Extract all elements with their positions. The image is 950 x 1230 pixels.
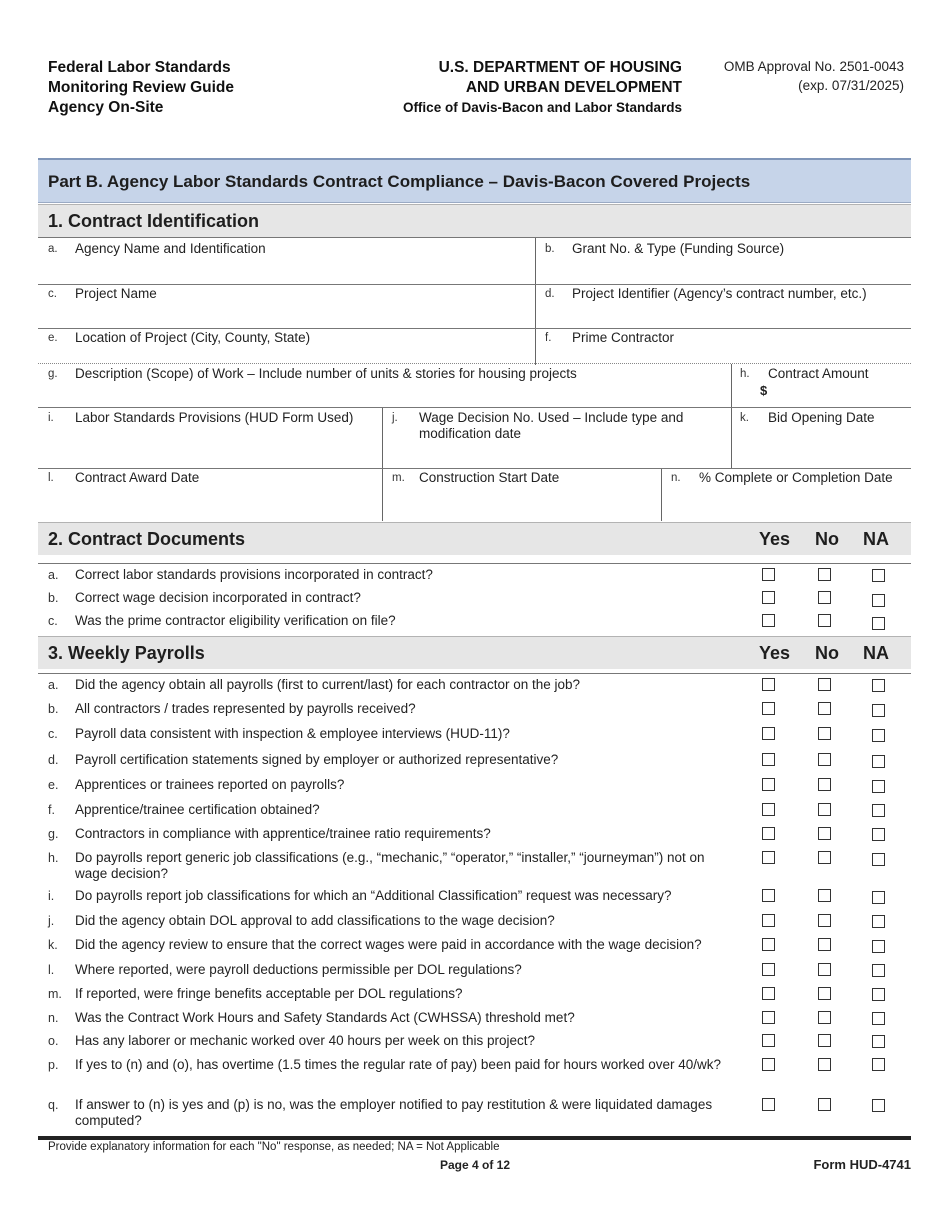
question-text: Do payrolls report generic job classifications (e.g., “mechanic,” “operator,” “installer,” “journeyman”) not on wage decision? xyxy=(75,850,705,881)
guide-title-line-1: Federal Labor Standards xyxy=(48,59,231,76)
question-text: Correct wage decision incorporated in contract? xyxy=(75,590,361,605)
field-a-input[interactable] xyxy=(40,258,530,282)
question-text: Did the agency review to ensure that the correct wages were paid in accordance with the wage decision? xyxy=(75,937,702,952)
question-text: Was the prime contractor eligibility verification on file? xyxy=(75,613,396,628)
divider xyxy=(38,468,911,469)
field-k-letter: k. xyxy=(740,412,749,424)
checkbox-yes[interactable] xyxy=(762,1098,775,1111)
checkbox-na[interactable] xyxy=(872,780,885,793)
checkbox-na[interactable] xyxy=(872,988,885,1001)
section-1-title: 1. Contract Identification xyxy=(48,211,260,231)
guide-title xyxy=(48,58,234,118)
field-m-input[interactable] xyxy=(386,490,656,518)
omb-number: OMB Approval No. 2501-0043 xyxy=(723,59,904,74)
checkbox-yes[interactable] xyxy=(762,614,775,627)
question-text: Correct labor standards provisions incorporated in contract? xyxy=(75,567,433,582)
question-text: Do payrolls report job classifications for which an “Additional Classification” request was necessary? xyxy=(75,888,672,903)
divider xyxy=(38,563,911,564)
divider xyxy=(38,673,911,674)
question-letter: b. xyxy=(48,702,59,716)
checkbox-no[interactable] xyxy=(818,702,831,715)
divider xyxy=(731,364,732,408)
field-l-input[interactable] xyxy=(40,490,378,518)
field-e-input[interactable] xyxy=(40,346,530,362)
question-letter: b. xyxy=(48,591,59,605)
checkbox-no[interactable] xyxy=(818,1098,831,1111)
question-text: Did the agency obtain all payrolls (first to current/last) for each contractor on the job? xyxy=(75,677,581,692)
field-j-letter: j. xyxy=(392,412,398,424)
question-letter: q. xyxy=(48,1098,59,1112)
question-text: Has any laborer or mechanic worked over 40 hours per week on this project? xyxy=(75,1033,535,1048)
divider xyxy=(731,408,732,469)
field-k-label: Bid Opening Date xyxy=(768,410,875,425)
question-letter: i. xyxy=(48,889,55,903)
divider xyxy=(535,238,536,285)
field-i-label: Labor Standards Provisions (HUD Form Used) xyxy=(75,410,354,425)
divider xyxy=(661,469,662,521)
field-f-input[interactable] xyxy=(540,346,908,362)
question-text: Was the Contract Work Hours and Safety Standards Act (CWHSSA) threshold met? xyxy=(75,1010,575,1025)
question-letter: c. xyxy=(48,614,58,628)
field-d-label: Project Identifier (Agency’s contract number, etc.) xyxy=(572,286,867,301)
part-banner xyxy=(38,158,911,203)
divider xyxy=(38,328,911,329)
department-line-2: AND URBAN DEVELOPMENT xyxy=(465,79,682,96)
question-letter: n. xyxy=(48,1011,59,1025)
question-letter: l. xyxy=(48,963,55,977)
checkbox-na[interactable] xyxy=(872,1012,885,1025)
office-name: Office of Davis-Bacon and Labor Standards xyxy=(402,100,682,115)
checkbox-no[interactable] xyxy=(818,1034,831,1047)
question-letter: f. xyxy=(48,803,55,817)
question-letter: a. xyxy=(48,568,59,582)
checkbox-yes[interactable] xyxy=(762,987,775,1000)
checkbox-no[interactable] xyxy=(818,1058,831,1071)
checkbox-yes[interactable] xyxy=(762,753,775,766)
field-c-label: Project Name xyxy=(75,286,157,301)
checkbox-no[interactable] xyxy=(818,727,831,740)
field-m-letter: m. xyxy=(392,472,405,484)
checkbox-no[interactable] xyxy=(818,778,831,791)
field-e-label: Location of Project (City, County, State) xyxy=(75,330,311,345)
checkbox-no[interactable] xyxy=(818,851,831,864)
divider xyxy=(38,237,911,238)
checkbox-no[interactable] xyxy=(818,1011,831,1024)
checkbox-yes[interactable] xyxy=(762,827,775,840)
checkbox-yes[interactable] xyxy=(762,568,775,581)
field-g-input[interactable] xyxy=(40,384,726,405)
checkbox-yes[interactable] xyxy=(762,803,775,816)
checkbox-no[interactable] xyxy=(818,678,831,691)
checkbox-na[interactable] xyxy=(872,704,885,717)
footer-rule xyxy=(38,1136,911,1140)
checkbox-na[interactable] xyxy=(872,915,885,928)
divider xyxy=(38,363,911,364)
na-column-header: NA xyxy=(863,643,889,663)
checkbox-no[interactable] xyxy=(818,914,831,927)
question-letter: a. xyxy=(48,678,59,692)
page-number: Page 4 of 12 xyxy=(439,1158,511,1172)
divider xyxy=(382,408,383,521)
question-text: Where reported, were payroll deductions permissible per DOL regulations? xyxy=(75,962,522,977)
field-h-input[interactable] xyxy=(775,384,908,405)
field-m-label: Construction Start Date xyxy=(419,470,560,485)
checkbox-no[interactable] xyxy=(818,938,831,951)
checkbox-yes[interactable] xyxy=(762,1058,775,1071)
question-text: Payroll data consistent with inspection & employee interviews (HUD-11)? xyxy=(75,726,510,741)
checkbox-na[interactable] xyxy=(872,617,885,630)
field-d-input[interactable] xyxy=(540,303,908,326)
checkbox-yes[interactable] xyxy=(762,889,775,902)
checkbox-no[interactable] xyxy=(818,827,831,840)
checkbox-na[interactable] xyxy=(872,828,885,841)
question-text: All contractors / trades represented by payrolls received? xyxy=(75,701,416,716)
checkbox-na[interactable] xyxy=(872,679,885,692)
divider xyxy=(38,407,911,408)
checkbox-no[interactable] xyxy=(818,568,831,581)
field-j-label: Wage Decision No. Used – Include type and modification date xyxy=(419,410,684,441)
no-column-header: No xyxy=(815,529,839,549)
footer-note: Provide explanatory information for each "No" response, as needed; NA = Not Applicable xyxy=(48,1141,500,1153)
field-d-letter: d. xyxy=(545,288,555,300)
yes-column-header: Yes xyxy=(759,529,791,549)
na-column-header: NA xyxy=(863,529,889,549)
checkbox-yes[interactable] xyxy=(762,851,775,864)
question-letter: j. xyxy=(48,914,55,928)
section-2-header xyxy=(38,522,911,555)
guide-title-line-2: Monitoring Review Guide xyxy=(48,79,235,96)
field-a-label: Agency Name and Identification xyxy=(75,241,266,256)
field-f-letter: f. xyxy=(545,332,552,344)
checkbox-na[interactable] xyxy=(872,1035,885,1048)
divider xyxy=(535,329,536,365)
checkbox-na[interactable] xyxy=(872,891,885,904)
checkbox-na[interactable] xyxy=(872,1099,885,1112)
checkbox-yes[interactable] xyxy=(762,1034,775,1047)
checkbox-na[interactable] xyxy=(872,594,885,607)
section-3-title: 3. Weekly Payrolls xyxy=(48,643,205,663)
field-a-letter: a. xyxy=(48,243,58,255)
field-b-label: Grant No. & Type (Funding Source) xyxy=(572,241,785,256)
checkbox-no[interactable] xyxy=(818,889,831,902)
field-b-letter: b. xyxy=(545,243,555,255)
field-j-input[interactable] xyxy=(386,444,726,466)
question-text: Contractors in compliance with apprentice/trainee ratio requirements? xyxy=(75,826,491,841)
checkbox-no[interactable] xyxy=(818,614,831,627)
field-n-input[interactable] xyxy=(666,490,908,518)
question-letter: c. xyxy=(48,727,58,741)
checkbox-no[interactable] xyxy=(818,591,831,604)
question-letter: h. xyxy=(48,851,59,865)
question-letter: e. xyxy=(48,778,59,792)
question-text: If yes to (n) and (o), has overtime (1.5 times the regular rate of pay) been paid for hours worked over 40/wk? xyxy=(75,1057,722,1072)
checkbox-yes[interactable] xyxy=(762,702,775,715)
field-l-letter: l. xyxy=(48,472,54,484)
checkbox-yes[interactable] xyxy=(762,1011,775,1024)
section-3-header xyxy=(38,636,911,669)
question-letter: d. xyxy=(48,753,59,767)
form-number: Form HUD-4741 xyxy=(813,1157,911,1172)
field-b-input[interactable] xyxy=(540,258,908,282)
checkbox-yes[interactable] xyxy=(762,963,775,976)
checkbox-yes[interactable] xyxy=(762,914,775,927)
checkbox-yes[interactable] xyxy=(762,727,775,740)
checkbox-no[interactable] xyxy=(818,753,831,766)
contract-amount-currency: $ xyxy=(760,383,768,398)
checkbox-yes[interactable] xyxy=(762,678,775,691)
yes-column-header: Yes xyxy=(759,643,791,663)
divider xyxy=(38,284,911,285)
checkbox-na[interactable] xyxy=(872,755,885,768)
omb-approval xyxy=(700,57,904,95)
checkbox-na[interactable] xyxy=(872,964,885,977)
question-text: If reported, were fringe benefits acceptable per DOL regulations? xyxy=(75,986,463,1001)
question-letter: p. xyxy=(48,1058,59,1072)
field-g-letter: g. xyxy=(48,368,58,380)
checkbox-na[interactable] xyxy=(872,729,885,742)
question-letter: k. xyxy=(48,938,58,952)
field-i-input[interactable] xyxy=(40,430,378,466)
checkbox-no[interactable] xyxy=(818,963,831,976)
field-l-label: Contract Award Date xyxy=(75,470,200,485)
field-i-letter: i. xyxy=(48,412,54,424)
question-text: Payroll certification statements signed by employer or authorized representative? xyxy=(75,752,559,767)
checkbox-yes[interactable] xyxy=(762,778,775,791)
section-1-header xyxy=(38,204,911,237)
checkbox-na[interactable] xyxy=(872,853,885,866)
field-k-input[interactable] xyxy=(736,430,908,466)
divider xyxy=(535,285,536,329)
checkbox-no[interactable] xyxy=(818,803,831,816)
omb-expiration: (exp. 07/31/2025) xyxy=(798,78,904,93)
part-title: Part B. Agency Labor Standards Contract Compliance – Davis-Bacon Covered Projects xyxy=(48,172,751,191)
question-text: Did the agency obtain DOL approval to add classifications to the wage decision? xyxy=(75,913,555,928)
field-e-letter: e. xyxy=(48,332,58,344)
checkbox-yes[interactable] xyxy=(762,591,775,604)
question-text: Apprentice/trainee certification obtained? xyxy=(75,802,320,817)
question-letter: m. xyxy=(48,987,62,1001)
field-n-letter: n. xyxy=(671,472,681,484)
field-c-input[interactable] xyxy=(40,303,530,326)
field-h-label: Contract Amount xyxy=(768,366,869,381)
checkbox-no[interactable] xyxy=(818,987,831,1000)
checkbox-na[interactable] xyxy=(872,940,885,953)
checkbox-yes[interactable] xyxy=(762,938,775,951)
field-c-letter: c. xyxy=(48,288,57,300)
checkbox-na[interactable] xyxy=(872,804,885,817)
department-line-1: U.S. DEPARTMENT OF HOUSING xyxy=(438,59,682,76)
checkbox-na[interactable] xyxy=(872,1058,885,1071)
field-g-label: Description (Scope) of Work – Include number of units & stories for housing projects xyxy=(75,366,577,381)
field-n-label: % Complete or Completion Date xyxy=(699,470,893,485)
question-text: Apprentices or trainees reported on payrolls? xyxy=(75,777,345,792)
no-column-header: No xyxy=(815,643,839,663)
checkbox-na[interactable] xyxy=(872,569,885,582)
question-letter: o. xyxy=(48,1034,59,1048)
department-heading xyxy=(330,58,682,117)
question-letter: g. xyxy=(48,827,59,841)
field-h-letter: h. xyxy=(740,368,750,380)
section-2-title: 2. Contract Documents xyxy=(48,529,246,549)
field-f-label: Prime Contractor xyxy=(572,330,675,345)
question-text: If answer to (n) is yes and (p) is no, was the employer notified to pay restitution & were liquidated damages computed? xyxy=(75,1097,713,1128)
guide-title-line-3: Agency On-Site xyxy=(48,99,164,116)
